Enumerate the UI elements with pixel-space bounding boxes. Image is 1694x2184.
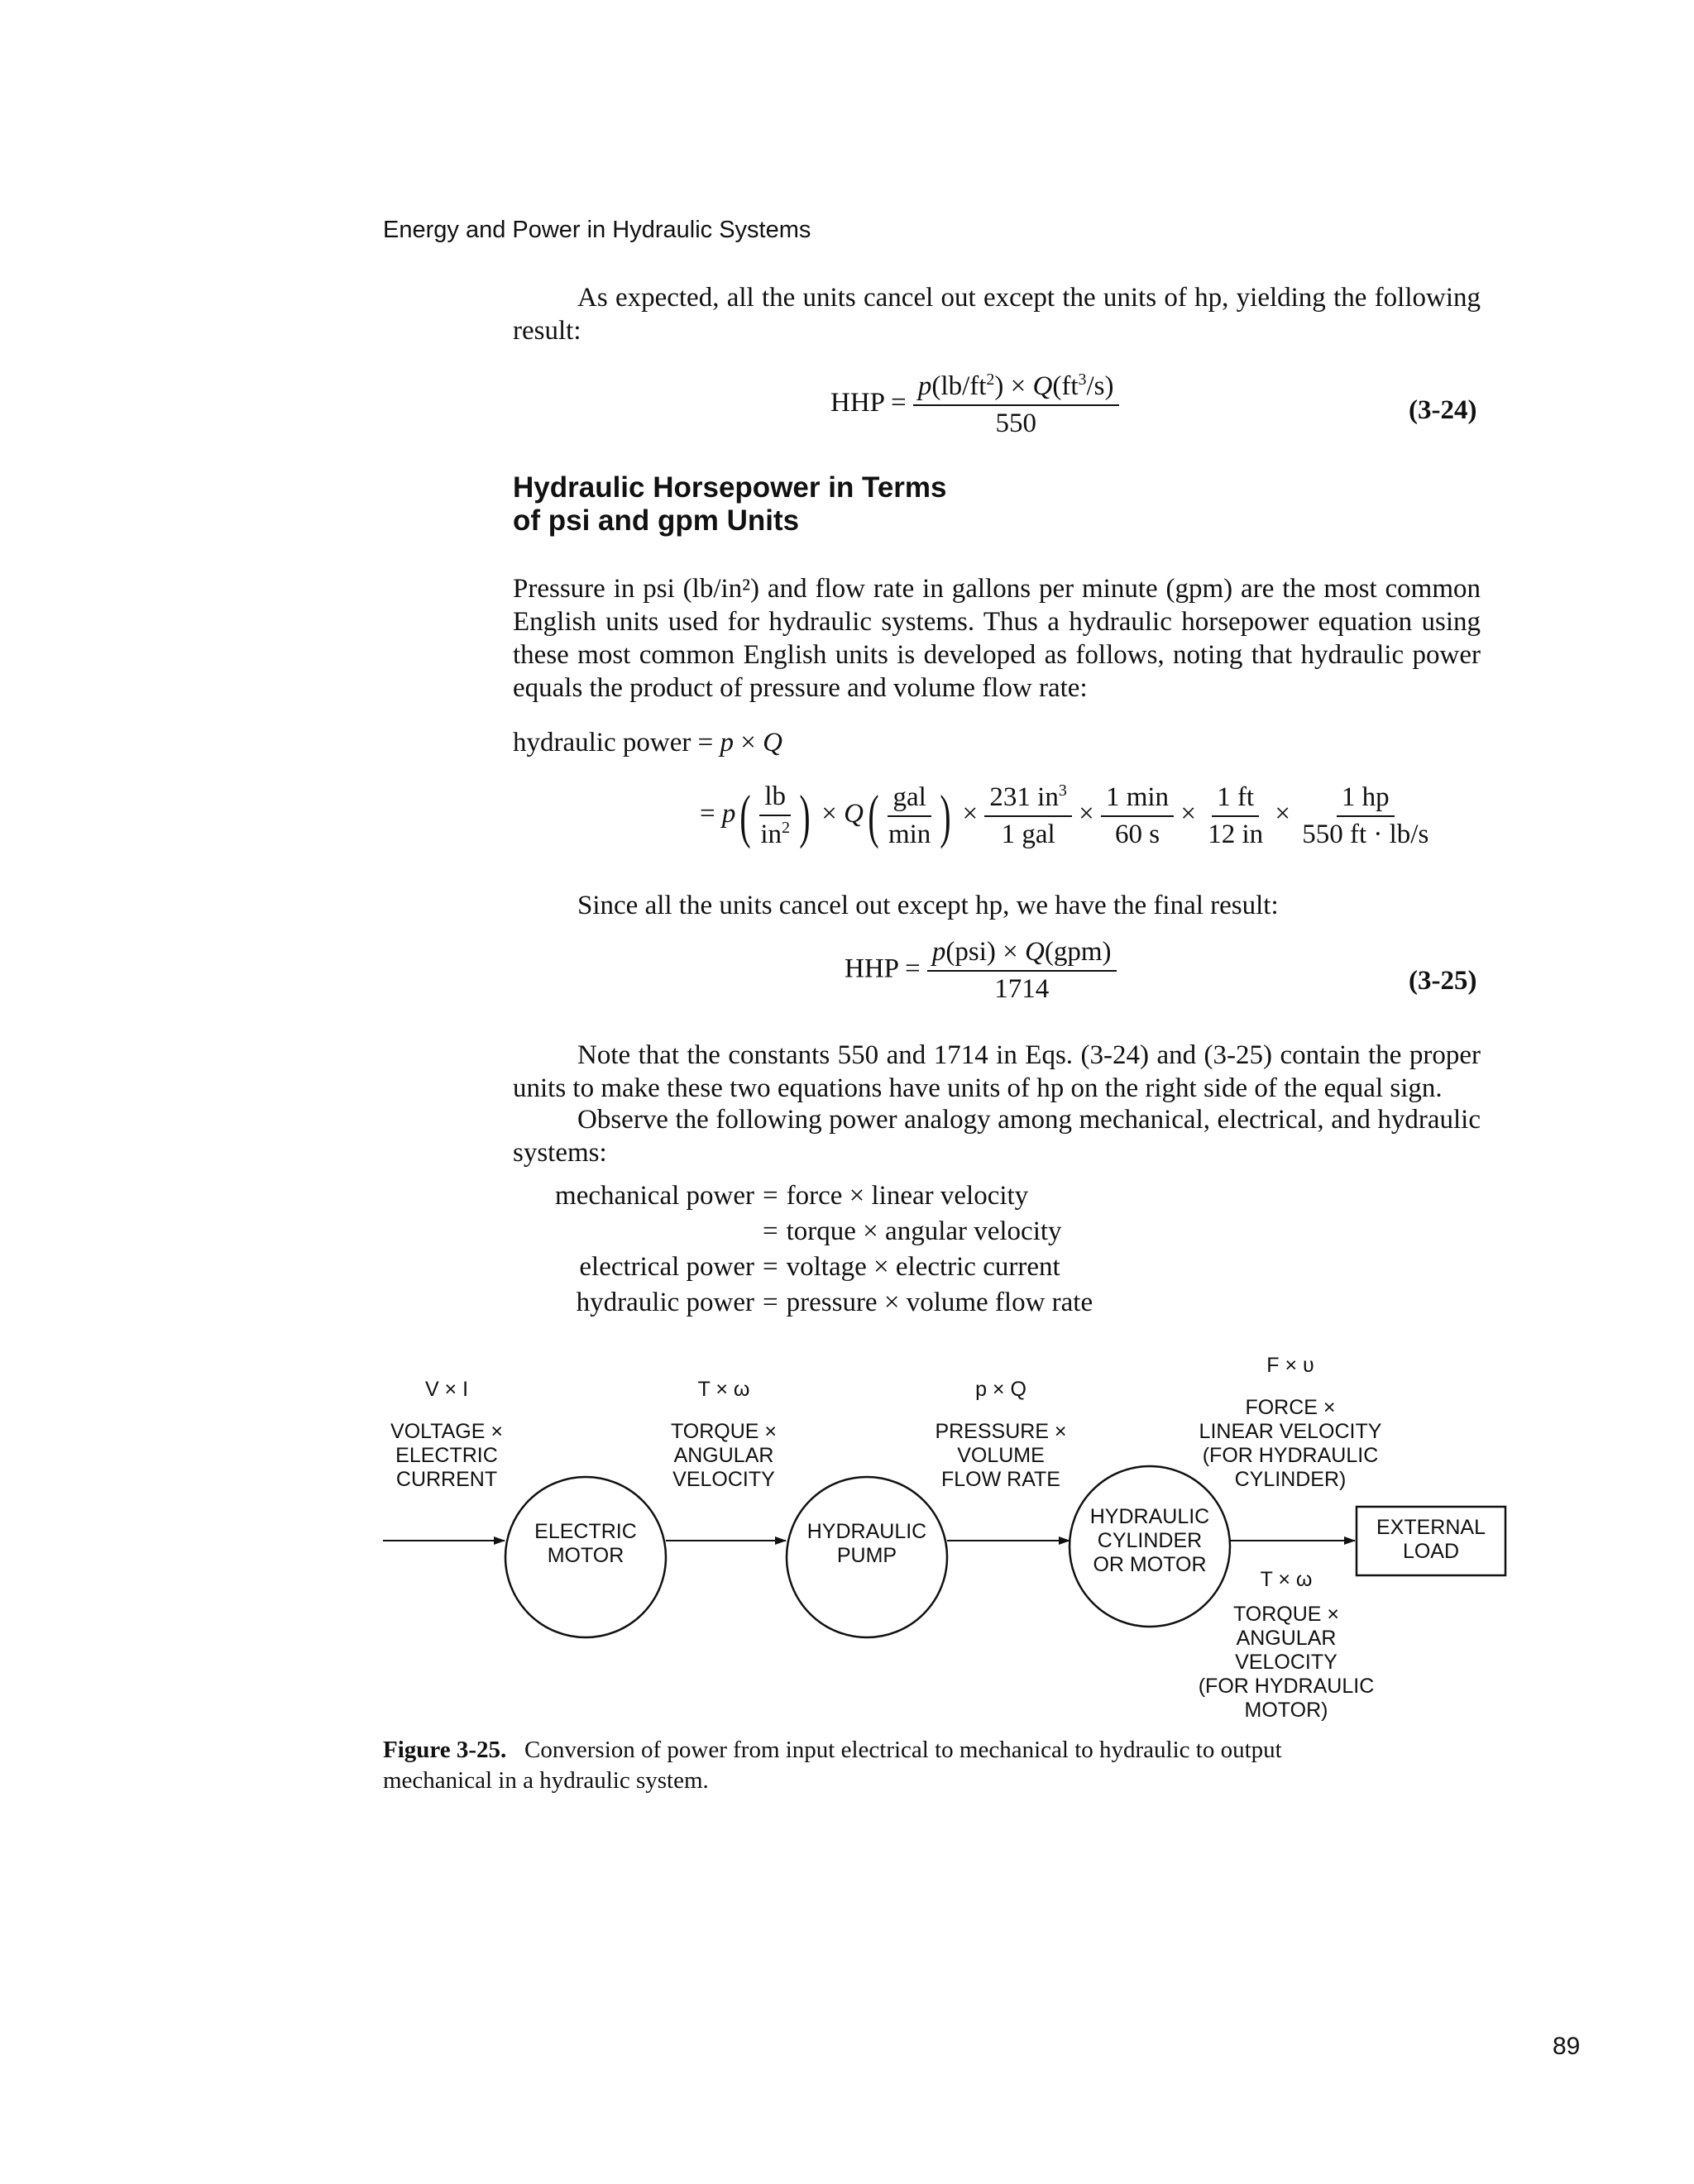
derivation-eq2: = [700,799,715,829]
label-line: OR MOTOR [1093,1553,1207,1576]
derivation-q2: Q [844,799,864,829]
label-line: TORQUE × [1232,1603,1340,1626]
frac1-den-exp: 2 [782,819,791,837]
times-1: × [821,799,837,829]
frac1-den-base: in [760,820,782,849]
motor-output-symbol: T × ω [1260,1568,1313,1591]
analogy-eq: = [763,1181,778,1211]
eq-3-24-q-exp: 3 [1078,370,1087,389]
analogy-rhs: pressure × volume flow rate [786,1288,1093,1317]
eq-3-24-q: Q [1032,371,1053,401]
external-load-label [1361,1516,1501,1564]
label-line: VOLUME [957,1444,1045,1467]
derivation-lhs: hydraulic power [513,728,691,757]
label-line: VELOCITY [1235,1651,1337,1674]
frac6-num: 1 hp [1337,782,1395,817]
analogy-eq: = [763,1288,778,1317]
eq-3-24-denominator: 550 [995,409,1036,438]
times-4: × [1180,799,1196,829]
electric-motor-label [519,1520,652,1568]
frac3-num-base: 231 in [989,782,1059,812]
since-paragraph: Since all the units cancel out except hp, we have the final result: [577,891,1279,920]
eq-3-25-p-units: (psi) × [945,937,1026,967]
eq-3-25-number: (3-25) [1409,966,1477,996]
eq-3-25-q-units: (gpm) [1044,937,1112,967]
frac1-num: lb [759,781,791,816]
label-line: VELOCITY [672,1468,775,1491]
motor-description [653,1420,794,1492]
label-line: HYDRAULIC [806,1520,927,1543]
running-head: Energy and Power in Hydraulic Systems [383,217,811,243]
label-line: ANGULAR [1236,1627,1337,1650]
section-heading-line1: Hydraulic Horsepower in Terms [513,471,947,504]
figure-caption [383,1735,1392,1796]
pump-description [922,1420,1079,1492]
label-line: FLOW RATE [941,1468,1060,1491]
label-line: CYLINDER) [1234,1468,1347,1491]
label-line: (FOR HYDRAULIC [1198,1675,1375,1698]
eq-3-24-p-exp: 2 [986,370,995,389]
frac3-den: 1 gal [1001,820,1055,849]
eq-3-25-p: p [931,937,946,967]
hydraulic-cylinder-label [1079,1505,1220,1577]
eq-3-24-number: (3-24) [1409,395,1477,425]
times-5: × [1275,799,1290,829]
figure-caption-text: Conversion of power from input electrical to mechanical to hydraulic to output mechanical in a hydraulic system. [383,1737,1282,1794]
analogy-lhs: mechanical power [555,1181,754,1211]
eq-3-24-p: p [917,371,932,401]
eq-3-24-lhs: HHP = [830,388,907,418]
pump-symbol: p × Q [975,1378,1026,1401]
label-line: LOAD [1402,1540,1460,1563]
page-number: 89 [1553,2033,1581,2060]
analogy-rhs: torque × angular velocity [786,1216,1062,1246]
analogy-eq: = [763,1252,778,1282]
analogy-lhs: hydraulic power [576,1288,754,1317]
eq-3-24-times: ) × [994,371,1033,401]
label-line: PUMP [836,1544,897,1567]
label-line: PRESSURE × [935,1420,1067,1443]
cylinder-description [1191,1396,1390,1492]
eq-3-25-q: Q [1025,937,1045,967]
label-line: CURRENT [395,1468,498,1491]
analogy-rhs: voltage × electric current [786,1252,1060,1282]
eq-3-24-q-units: (ft [1052,371,1079,401]
paren-group-2: ( $\frac{\text{gal}}{\min}$ ) [868,781,951,849]
label-line: FORCE × [1245,1396,1336,1419]
frac6-den: 550 ft · lb/s [1302,819,1429,849]
frac5-num: 1 ft [1212,782,1259,817]
derivation-eq1: = [697,728,714,757]
frac4-num: 1 min [1101,782,1174,817]
derivation-times: × [740,728,756,757]
label-line: HYDRAULIC [1089,1505,1210,1528]
label-line: (FOR HYDRAULIC [1202,1444,1379,1467]
cylinder-symbol: F × υ [1266,1354,1314,1377]
frac4-den: 60 s [1114,819,1160,849]
frac2-den: min [888,819,931,849]
input-symbol: V × I [424,1378,469,1401]
paren-group-1: ( $\frac{lb}{in^2}$ ) [739,781,811,849]
figure-label: Figure 3-25. [383,1737,507,1763]
hydraulic-pump-label [797,1520,937,1568]
times-2: × [962,799,979,829]
eq-3-25-lhs: HHP = [845,953,921,984]
label-line: EXTERNAL [1376,1516,1486,1539]
label-line: TORQUE × [670,1420,778,1443]
label-line: MOTOR [547,1544,624,1567]
label-line: MOTOR) [1244,1699,1328,1722]
label-line: CYLINDER [1097,1529,1203,1552]
motor-symbol: T × ω [697,1378,750,1401]
intro-paragraph: As expected, all the units cancel out except the units of hp, yielding the following result: [513,283,1481,346]
section-heading-line2: of psi and gpm Units [513,504,800,537]
observe-paragraph: Observe the following power analogy among mechanical, electrical, and hydraulic systems: [513,1105,1481,1168]
analogy-rhs: force × linear velocity [786,1181,1029,1211]
label-line: VOLTAGE × [390,1420,503,1443]
label-line: ELECTRIC [534,1520,637,1543]
derivation-q: Q [763,728,782,757]
label-line: ANGULAR [673,1444,774,1467]
input-description [376,1420,517,1492]
derivation-p: p [720,728,734,757]
frac3-num-exp: 3 [1058,781,1067,800]
label-line: ELECTRIC [395,1444,498,1467]
eq-3-24-p-units: (lb/ft [931,371,987,401]
times-3: × [1079,799,1094,829]
section-paragraph: Pressure in psi (lb/in²) and flow rate in gallons per minute (gpm) are the most common English units used for hydraulic systems. Thus a hydraulic horsepower equation using these most common English units is developed as follows, noting that hydraulic power equals the product of pressure and volume flow rate: [513,574,1481,703]
analogy-lhs: electrical power [579,1252,754,1282]
eq-3-24-q-units-end: /s) [1086,371,1114,401]
derivation-p2: p [721,799,736,829]
analogy-eq: = [763,1216,778,1246]
label-line: LINEAR VELOCITY [1199,1420,1382,1443]
eq-3-25-denominator: 1714 [994,974,1050,1004]
note-paragraph: Note that the constants 550 and 1714 in Eqs. (3-24) and (3-25) contain the proper units to make these two equations have units of hp on the right side of the equal sign. [513,1040,1481,1103]
frac5-den: 12 in [1208,819,1264,849]
frac2-num: gal [888,782,931,817]
motor-output-description [1191,1603,1381,1723]
